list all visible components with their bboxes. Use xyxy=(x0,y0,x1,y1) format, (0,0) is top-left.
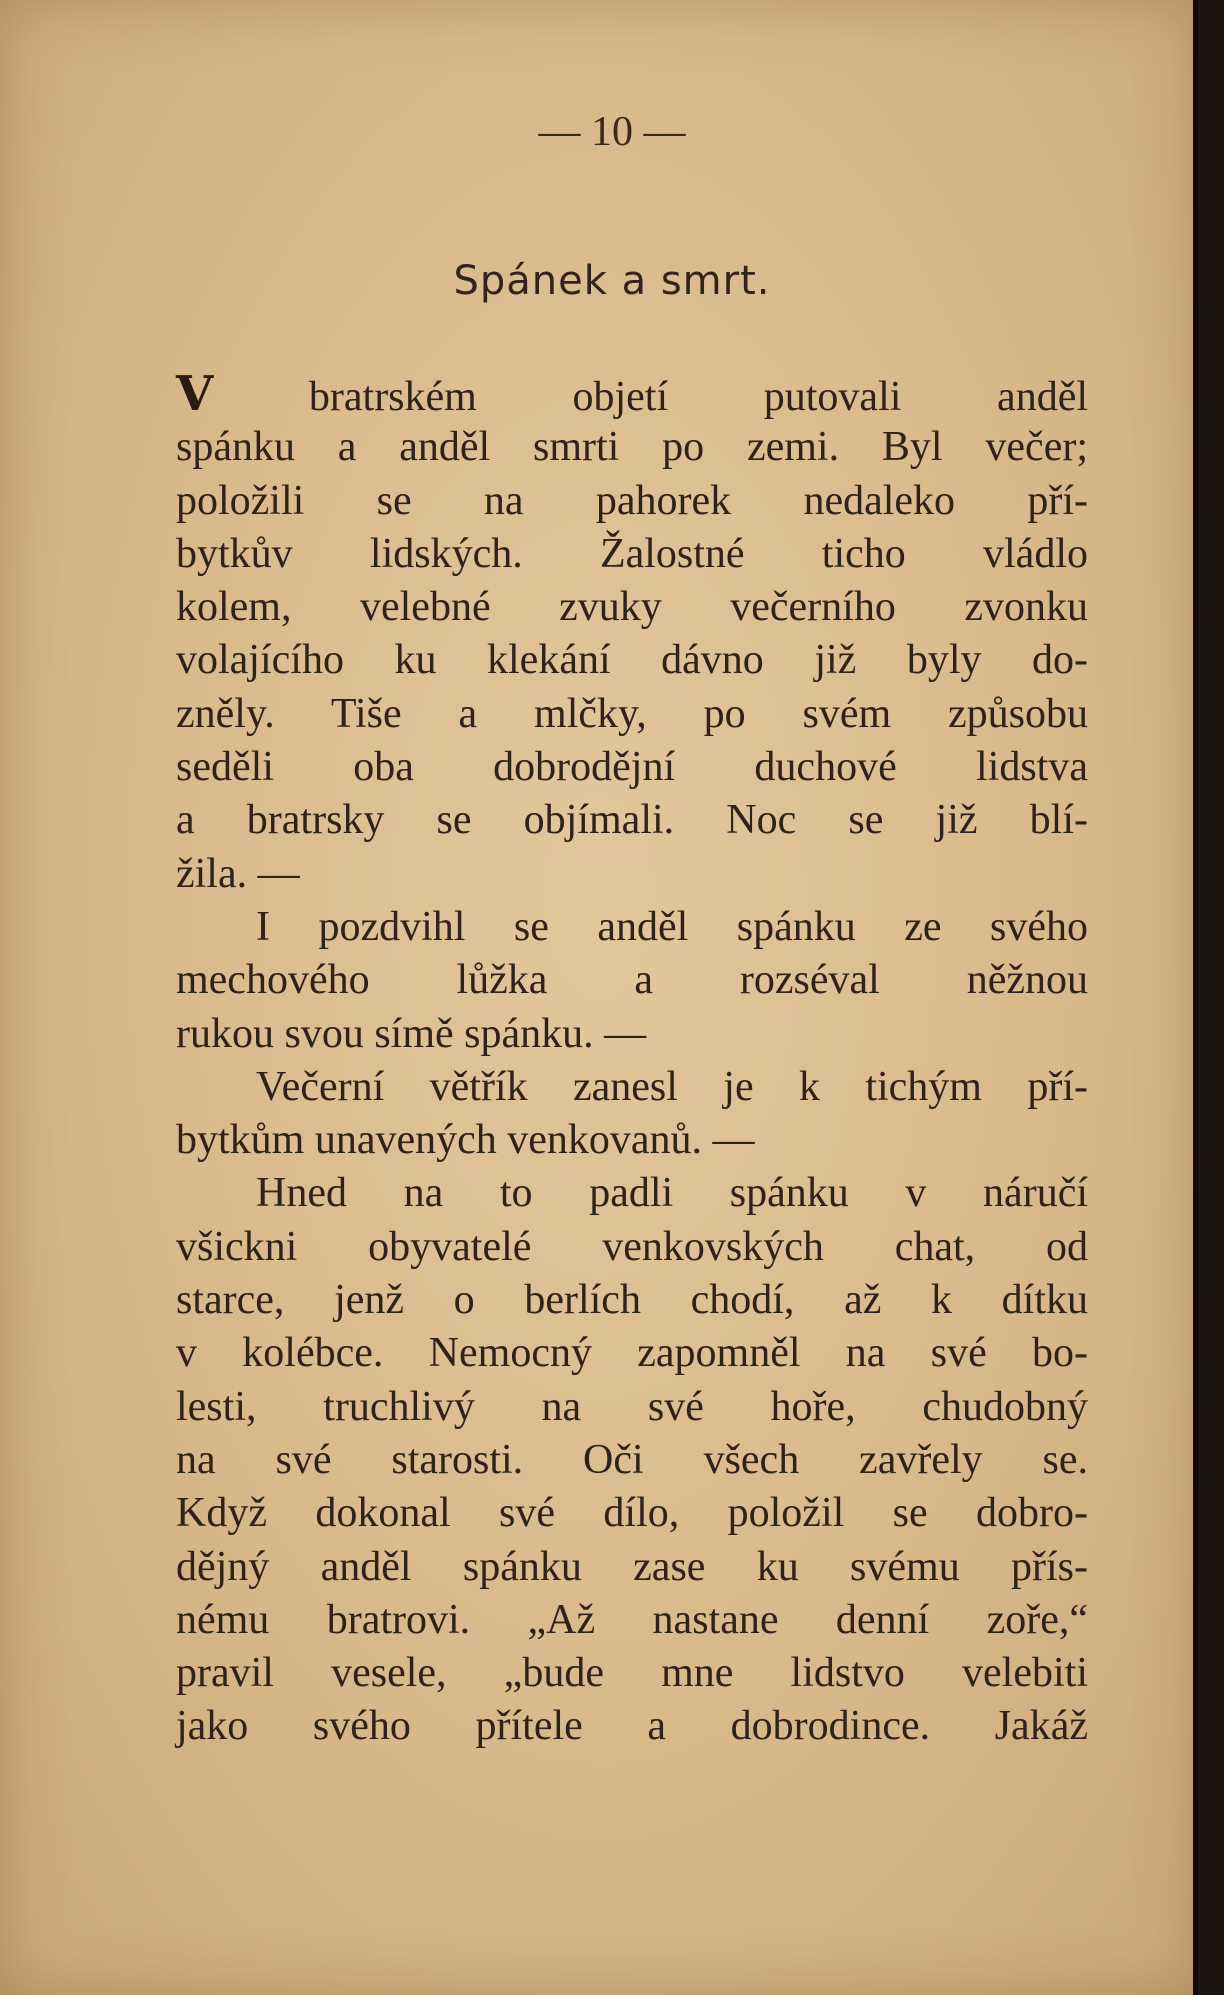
text-line-21: na své starosti. Oči všech zavřely se. xyxy=(176,1436,1088,1483)
text-line-23: dějný anděl spánku zase ku svému přís- xyxy=(176,1543,1088,1590)
text-line-18: starce, jenž o berlích chodí, až k dítku xyxy=(176,1277,1088,1324)
text-line-13: rukou svou símě spánku. — xyxy=(176,1010,647,1057)
text-line-22: Když dokonal své dílo, položil se dobro- xyxy=(176,1490,1088,1537)
text-line-26: jako svého přítele a dobrodince. Jakáž xyxy=(176,1703,1088,1750)
text-line-20: lesti, truchlivý na své hoře, chudobný xyxy=(176,1383,1088,1430)
text-line-2: spánku a anděl smrti po zemi. Byl večer; xyxy=(176,424,1088,471)
text-line-19: v kolébce. Nemocný zapomněl na své bo- xyxy=(176,1330,1088,1377)
text-line-25: pravil vesele, „bude mne lidstvo velebiti xyxy=(176,1650,1088,1697)
text-line-1: V bratrském objetí putovali anděl xyxy=(176,366,1088,422)
text-line-24: nému bratrovi. „Až nastane denní zoře,“ xyxy=(176,1596,1088,1643)
text-line-3: položili se na pahorek nedaleko pří- xyxy=(176,477,1088,524)
text-line-17: všickni obyvatelé venkovských chat, od xyxy=(176,1223,1088,1270)
text-line-8: seděli oba dobrodějní duchové lidstva xyxy=(176,744,1088,791)
text-line-15: bytkům unavených venkovanů. — xyxy=(176,1117,755,1164)
text-line-12: mechového lůžka a rozséval něžnou xyxy=(176,957,1088,1004)
text-line-16: Hned na to padli spánku v náručí xyxy=(256,1170,1088,1217)
text-line-6: volajícího ku klekání dávno již byly do- xyxy=(176,637,1088,684)
page-number: — 10 — xyxy=(538,109,686,155)
text-line-14: Večerní větřík zanesl je k tichým pří- xyxy=(256,1063,1088,1110)
text-line-9: a bratrsky se objímali. Noc se již blí- xyxy=(176,797,1088,844)
text-line-4: bytkův lidských. Žalostné ticho vládlo xyxy=(176,530,1088,577)
chapter-title: Spánek a smrt. xyxy=(453,258,771,304)
text-line-5: kolem, velebné zvuky večerního zvonku xyxy=(176,584,1088,631)
decorative-initial: V xyxy=(176,366,214,422)
body-text xyxy=(176,368,1088,1754)
text-line-7: zněly. Tiše a mlčky, po svém způsobu xyxy=(176,690,1088,737)
text-line-11: I pozdvihl se anděl spánku ze svého xyxy=(256,903,1088,950)
text-line-10: žila. — xyxy=(176,850,300,897)
